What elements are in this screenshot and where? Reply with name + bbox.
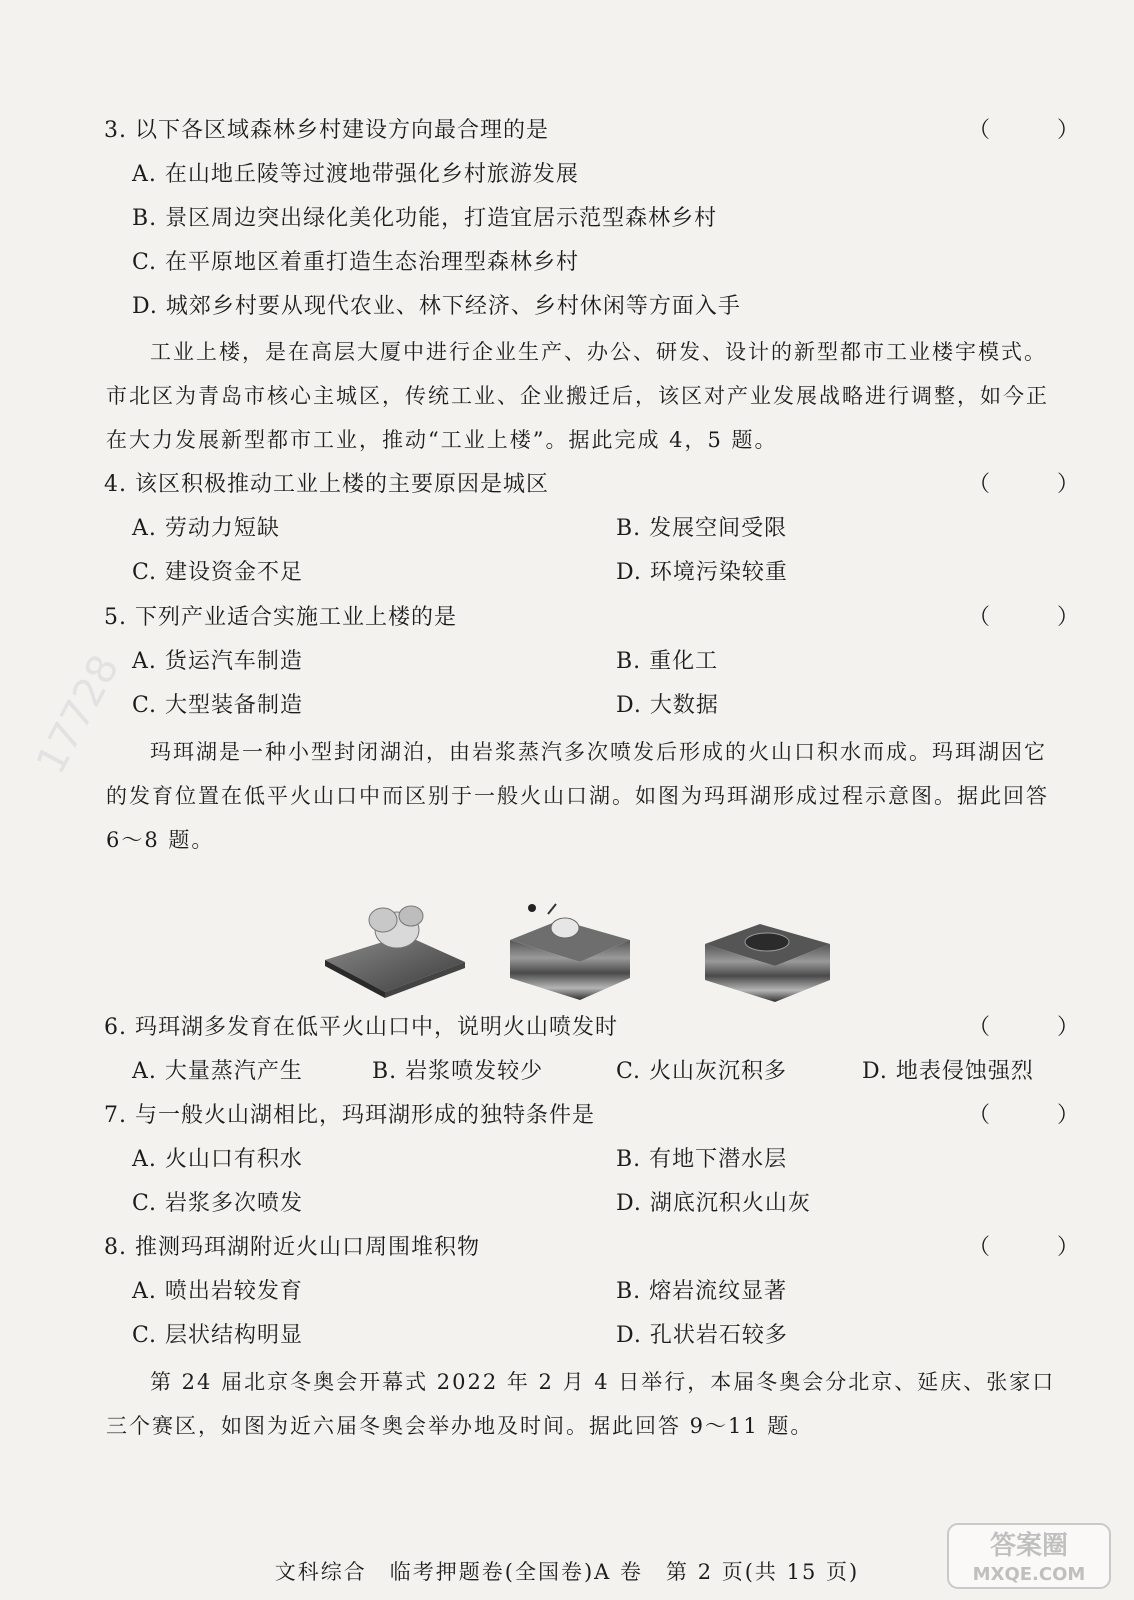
logo-top-text: 答案圈	[989, 1531, 1069, 1561]
q4-option-a: A. 劳动力短缺	[132, 516, 280, 541]
q7-option-d: D. 湖底沉积火山灰	[616, 1191, 811, 1216]
q8-stem: 8. 推测玛珥湖附近火山口周围堆积物	[104, 1235, 480, 1260]
q6-option-d: D. 地表侵蚀强烈	[862, 1059, 1034, 1084]
q3-option-c: C. 在平原地区着重打造生态治理型森林乡村	[132, 250, 580, 275]
q7-option-b: B. 有地下潜水层	[616, 1147, 788, 1172]
q7-answer-bracket: （ ）	[968, 1103, 1109, 1128]
page-footer: 文科综合 临考押题卷(全国卷)A 卷 第 2 页(共 15 页)	[274, 1560, 860, 1584]
q8-answer-bracket: （ ）	[968, 1235, 1109, 1260]
q4-option-d: D. 环境污染较重	[616, 560, 788, 585]
q4-option-b: B. 发展空间受限	[616, 516, 788, 541]
q6-answer-bracket: （ ）	[968, 1015, 1109, 1040]
q5-answer-bracket: （ ）	[968, 605, 1109, 630]
q7-option-c: C. 岩浆多次喷发	[132, 1191, 304, 1216]
q3-stem: 3. 以下各区域森林乡村建设方向最合理的是	[104, 118, 549, 143]
q3-answer-bracket: （ ）	[968, 118, 1109, 143]
q5-option-a: A. 货运汽车制造	[132, 649, 303, 674]
q5-stem: 5. 下列产业适合实施工业上楼的是	[104, 605, 457, 630]
passage-industry-upstairs: 工业上楼，是在高层大厦中进行企业生产、办公、研发、设计的新型都市工业楼宇模式。市北区为青岛市核心主城区，传统工业、企业搬迁后，该区对产业发展战略进行调整，如今正在大力发展新型都市工业，推动“工业上楼”。据此完成 4，5 题。	[106, 340, 1049, 452]
maar-formation-figure	[325, 900, 845, 1005]
q6-option-b: B. 岩浆喷发较少	[372, 1059, 544, 1084]
q6-stem: 6. 玛珥湖多发育在低平火山口中，说明火山喷发时	[104, 1015, 618, 1040]
q3-option-d: D. 城郊乡村要从现代农业、林下经济、乡村休闲等方面入手	[132, 294, 741, 319]
q4-option-c: C. 建设资金不足	[132, 560, 304, 585]
q3-option-b: B. 景区周边突出绿化美化功能，打造宜居示范型森林乡村	[132, 206, 718, 231]
q6-option-c: C. 火山灰沉积多	[616, 1059, 788, 1084]
stage1-eruption-diagram	[325, 906, 465, 998]
q4-answer-bracket: （ ）	[968, 472, 1109, 497]
q8-option-d: D. 孔状岩石较多	[616, 1323, 788, 1348]
q5-option-d: D. 大数据	[616, 693, 719, 718]
q6-option-a: A. 大量蒸汽产生	[132, 1059, 303, 1084]
q5-option-c: C. 大型装备制造	[132, 693, 304, 718]
site-logo	[944, 1520, 1114, 1592]
q8-option-a: A. 喷出岩较发育	[132, 1279, 303, 1304]
stage2-crosssection-diagram	[510, 904, 630, 1000]
q8-option-b: B. 熔岩流纹显著	[616, 1279, 788, 1304]
q7-stem: 7. 与一般火山湖相比，玛珥湖形成的独特条件是	[104, 1103, 595, 1128]
logo-bottom-text: MXQE.COM	[972, 1564, 1086, 1585]
q3-option-a: A. 在山地丘陵等过渡地带强化乡村旅游发展	[132, 162, 579, 187]
q4-stem: 4. 该区积极推动工业上楼的主要原因是城区	[104, 472, 549, 497]
q8-option-c: C. 层状结构明显	[132, 1323, 304, 1348]
q7-option-a: A. 火山口有积水	[132, 1147, 303, 1172]
q5-option-b: B. 重化工	[616, 649, 719, 674]
side-watermark: 17728	[28, 647, 129, 782]
stage3-maar-lake-diagram	[705, 924, 830, 1002]
passage-winter-olympics: 第 24 届北京冬奥会开幕式 2022 年 2 月 4 日举行，本届冬奥会分北京、延庆、张家口三个赛区，如图为近六届冬奥会举办地及时间。据此回答 9～11 题。	[106, 1370, 1056, 1438]
passage-maar-lake: 玛珥湖是一种小型封闭湖泊，由岩浆蒸汽多次喷发后形成的火山口积水而成。玛珥湖因它的发育位置在低平火山口中而区别于一般火山口湖。如图为玛珥湖形成过程示意图。据此回答 6～8 题。	[106, 740, 1049, 852]
